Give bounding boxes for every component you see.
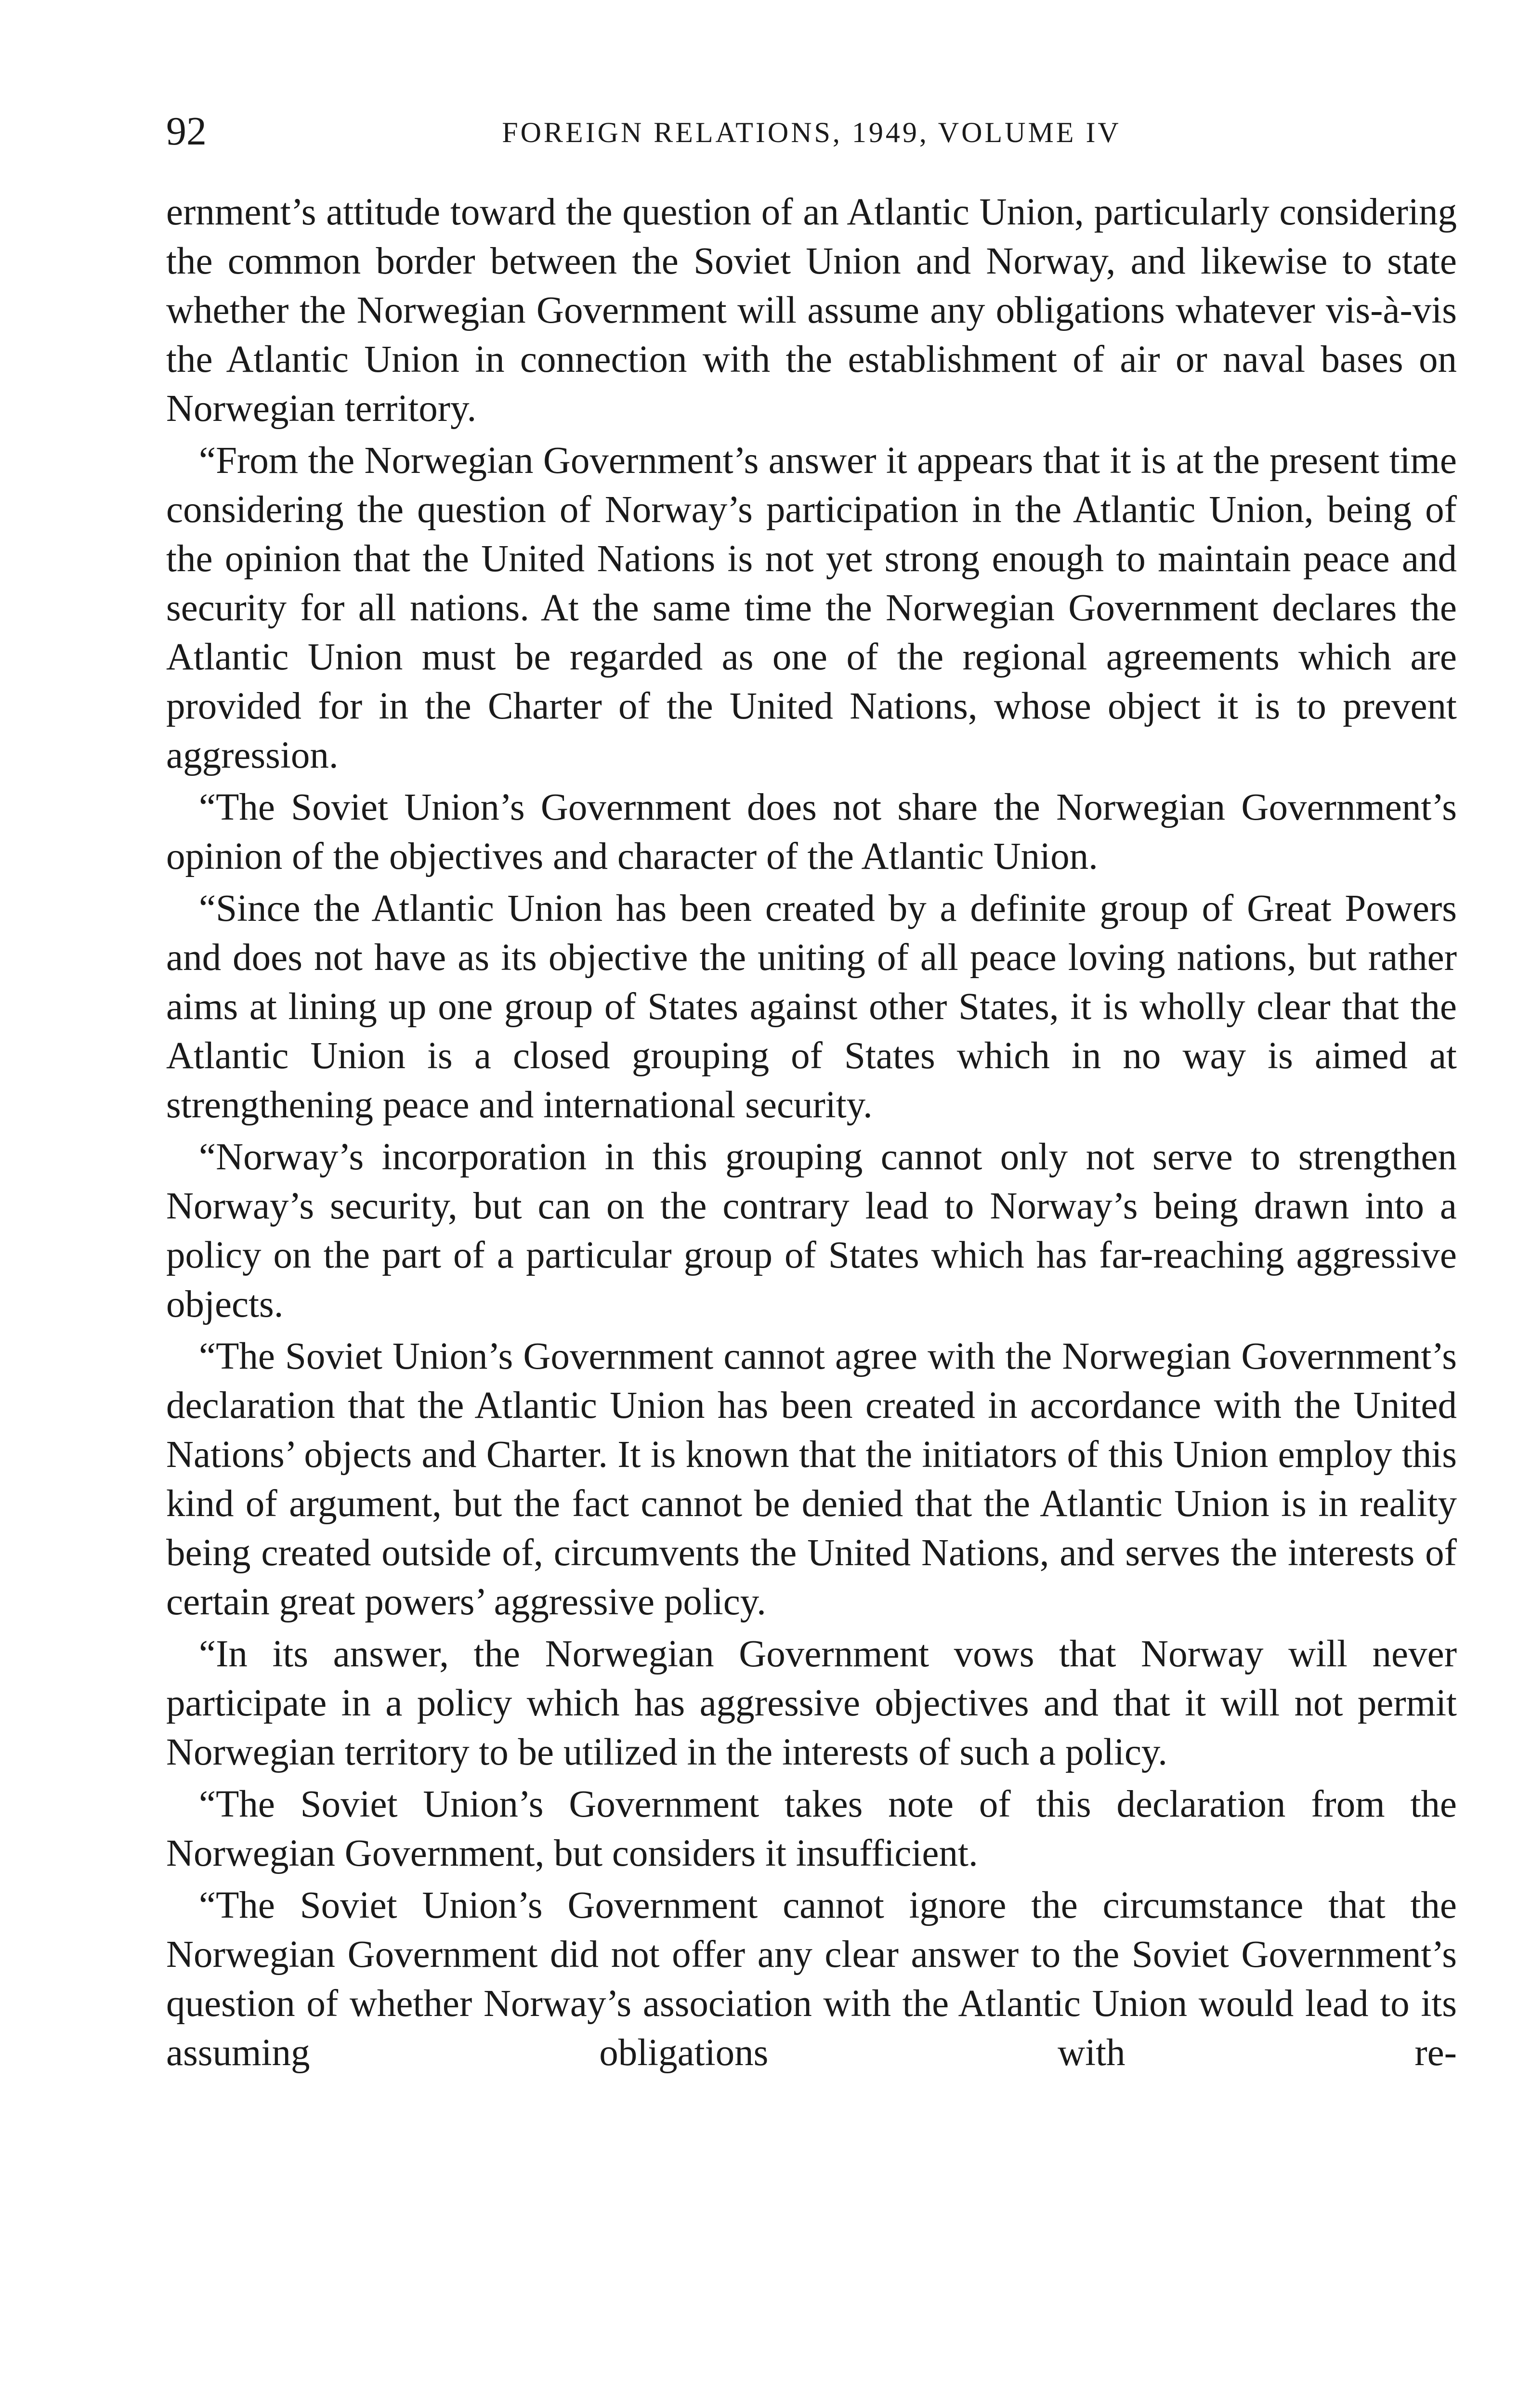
- paragraph: “From the Norwegian Government’s answer it appears that it is at the present time considering the question of Norway’s participation in the Atlantic Union, being of the opinion that the United Nations is not yet strong enough to maintain peace and security for all nations. At the same time the Norwegian Government declares the Atlantic Union must be regarded as one of the regional agreements which are provided for in the Charter of the United Nations, whose object it is to prevent aggression.: [166, 440, 1457, 776]
- running-head-title: FOREIGN RELATIONS, 1949, VOLUME IV: [502, 117, 1121, 148]
- page-number: 92: [166, 109, 207, 154]
- paragraph-continuation: ernment’s attitude toward the question of an Atlantic Union, particularly considering the common border between the Soviet Union and Norway, and likewise to state whether the Norwegian Government will assume any obligations whatever vis-à-vis the Atlantic Union in connection with the establishment of air or naval bases on Norwegian territory.: [166, 191, 1457, 430]
- paragraph: “Norway’s incorporation in this grouping cannot only not serve to strengthen Norway’s security, but can on the contrary lead to Norway’s being drawn into a policy on the part of a particular group of States which has far-reaching aggressive objects.: [166, 1136, 1457, 1325]
- paragraph: “In its answer, the Norwegian Government vows that Norway will never participate in a policy which has aggressive objectives and that it will not permit Norwegian territory to be utilized in the interests of such a policy.: [166, 1633, 1457, 1773]
- paragraph: “The Soviet Union’s Government does not share the Norwegian Government’s opinion of the objectives and character of the Atlantic Union.: [166, 786, 1457, 877]
- paragraph-continued: “The Soviet Union’s Government cannot ignore the circumstance that the Norwegian Government did not offer any clear answer to the Soviet Government’s question of whether Norway’s association with the Atlantic Union would lead to its assuming obligations with re-: [166, 1885, 1457, 2074]
- body-text: [166, 188, 1457, 2081]
- paragraph: “The Soviet Union’s Government takes note of this declaration from the Norwegian Government, but considers it insufficient.: [166, 1783, 1457, 1874]
- paragraph: “The Soviet Union’s Government cannot agree with the Norwegian Government’s declaration that the Atlantic Union has been created in accordance with the United Nations’ objects and Charter. It is known that the initiators of this Union employ this kind of argument, but the fact cannot be denied that the Atlantic Union is in reality being created outside of, circumvents the United Nations, and serves the interests of certain great powers’ aggressive policy.: [166, 1335, 1457, 1623]
- running-head: [166, 105, 1457, 163]
- paragraph: “Since the Atlantic Union has been created by a definite group of Great Powers and does not have as its objective the uniting of all peace loving nations, but rather aims at lining up one group of States against other States, it is wholly clear that the Atlantic Union is a closed grouping of States which in no way is aimed at strengthening peace and international security.: [166, 888, 1457, 1126]
